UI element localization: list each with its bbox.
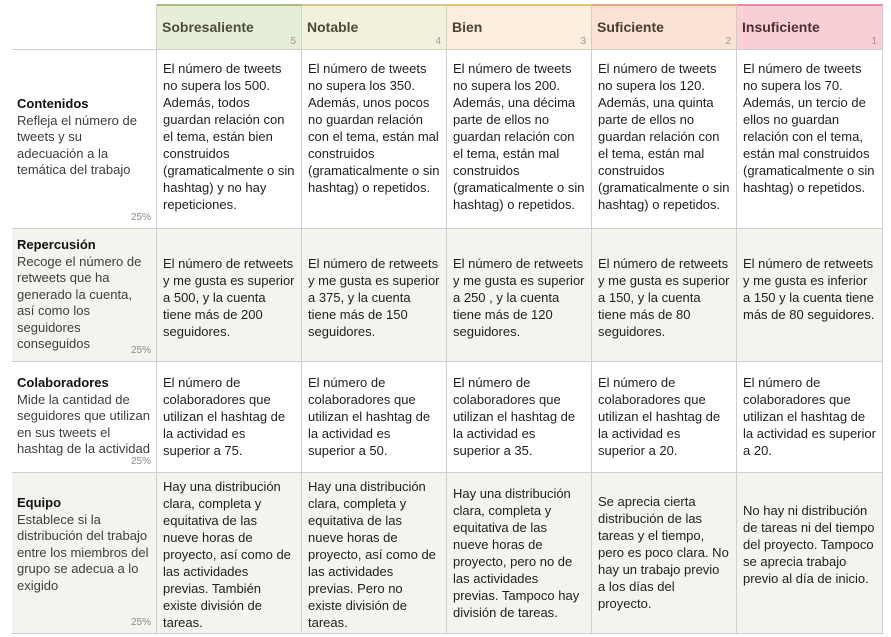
descriptor-cell: El número de colaboradores que utilizan el hashtag de la actividad es superior a 20.	[737, 362, 883, 473]
descriptor-cell: El número de tweets no supera los 350. Además, unos pocos no guardan relación con el tema, están mal construidos (gramaticalmente o sin hashtag) o repetidos.	[302, 50, 447, 229]
level-score: 2	[725, 36, 731, 47]
descriptor-cell: El número de tweets no supera los 70. Además, un tercio de ellos no guardan relación con el tema, están mal construidos (gramaticalmente o sin hashtag) o repetidos.	[737, 50, 883, 229]
descriptor-cell: No hay ni distribución de tareas ni del tiempo del proyecto. Tampoco se aprecia trabajo previo al día de inicio.	[737, 473, 883, 634]
criterion-weight: 25%	[130, 211, 151, 223]
descriptor-cell: Hay una distribución clara, completa y equitativa de las nueve horas de proyecto, pero no de las actividades previas. Tampoco hay división de tareas.	[447, 473, 592, 634]
descriptor-cell: El número de retweets y me gusta es superior a 500, y la cuenta tiene más de 200 seguidores.	[157, 229, 302, 362]
descriptor-cell: El número de colaboradores que utilizan el hashtag de la actividad es superior a 35.	[447, 362, 592, 473]
criterion-weight: 25%	[130, 455, 151, 467]
criterion-equipo	[12, 473, 157, 634]
level-header-5	[157, 4, 302, 50]
level-header-2	[592, 4, 737, 50]
descriptor-cell: El número de retweets y me gusta es superior a 150, y la cuenta tiene más de 80 seguidores.	[592, 229, 737, 362]
criterion-description: Recoge el número de retweets que ha generado la cuenta, así como los seguidores conseguidos	[17, 253, 142, 351]
descriptor-cell: El número de colaboradores que utilizan el hashtag de la actividad es superior a 20.	[592, 362, 737, 473]
criterion-weight: 25%	[130, 344, 151, 356]
level-score: 5	[290, 36, 296, 47]
level-name: Sobresaliente	[162, 19, 254, 35]
descriptor-cell: El número de colaboradores que utilizan el hashtag de la actividad es superior a 75.	[157, 362, 302, 473]
criterion-description: Refleja el número de tweets y su adecuación a la temática del trabajo	[17, 112, 137, 177]
level-name: Bien	[452, 19, 483, 35]
descriptor-cell: El número de retweets y me gusta es inferior a 150 y la cuenta tiene más de 80 seguidores.	[737, 229, 883, 362]
descriptor-cell: El número de retweets y me gusta es superior a 250 , y la cuenta tiene más de 120 seguidores.	[447, 229, 592, 362]
level-header-4	[302, 4, 447, 50]
criterion-description: Establece si la distribución del trabajo entre los miembros del grupo se adecua a lo exigido	[17, 511, 149, 593]
criterion-description: Mide la cantidad de seguidores que utilizan en sus tweets el hashtag de la actividad	[17, 391, 150, 456]
descriptor-cell: El número de tweets no supera los 120. Además, una quinta parte de ellos no guardan relación con el tema, están mal construidos (gramaticalmente o sin hashtag) o repetidos.	[592, 50, 737, 229]
criterion-name: Colaboradores	[17, 375, 109, 390]
rubric-table	[12, 4, 883, 634]
descriptor-cell: El número de tweets no supera los 500. Además, todos guardan relación con el tema, están bien construidos (gramaticalmente o sin hashtag) y no hay repeticiones.	[157, 50, 302, 229]
level-name: Insuficiente	[742, 19, 820, 35]
criterion-weight: 25%	[130, 616, 151, 628]
descriptor-cell: El número de retweets y me gusta es superior a 375, y la cuenta tiene más de 150 seguidores.	[302, 229, 447, 362]
corner-cell	[12, 4, 157, 50]
descriptor-cell: Hay una distribución clara, completa y equitativa de las nueve horas de proyecto, así como de las actividades previas. Pero no existe división de tareas.	[302, 473, 447, 634]
criterion-name: Equipo	[17, 495, 62, 510]
criterion-name: Repercusión	[17, 237, 96, 252]
level-name: Notable	[307, 19, 359, 35]
level-header-1	[737, 4, 883, 50]
criterion-name: Contenidos	[17, 96, 89, 111]
descriptor-cell: El número de colaboradores que utilizan el hashtag de la actividad es superior a 50.	[302, 362, 447, 473]
level-score: 1	[871, 36, 877, 47]
descriptor-cell: Se aprecia cierta distribución de las tareas y el tiempo, pero es poco clara. No hay un trabajo previo a los días del proyecto.	[592, 473, 737, 634]
criterion-contenidos	[12, 50, 157, 229]
level-score: 4	[435, 36, 441, 47]
criterion-repercusion	[12, 229, 157, 362]
level-name: Suficiente	[597, 19, 664, 35]
descriptor-cell: El número de tweets no supera los 200. Además, una décima parte de ellos no guardan relación con el tema, están mal construidos (gramaticalmente o sin hashtag) o repetidos.	[447, 50, 592, 229]
level-score: 3	[580, 36, 586, 47]
descriptor-cell: Hay una distribución clara, completa y equitativa de las nueve horas de proyecto, así como de las actividades previas. También existe división de tareas.	[157, 473, 302, 634]
level-header-3	[447, 4, 592, 50]
criterion-colaboradores	[12, 362, 157, 473]
